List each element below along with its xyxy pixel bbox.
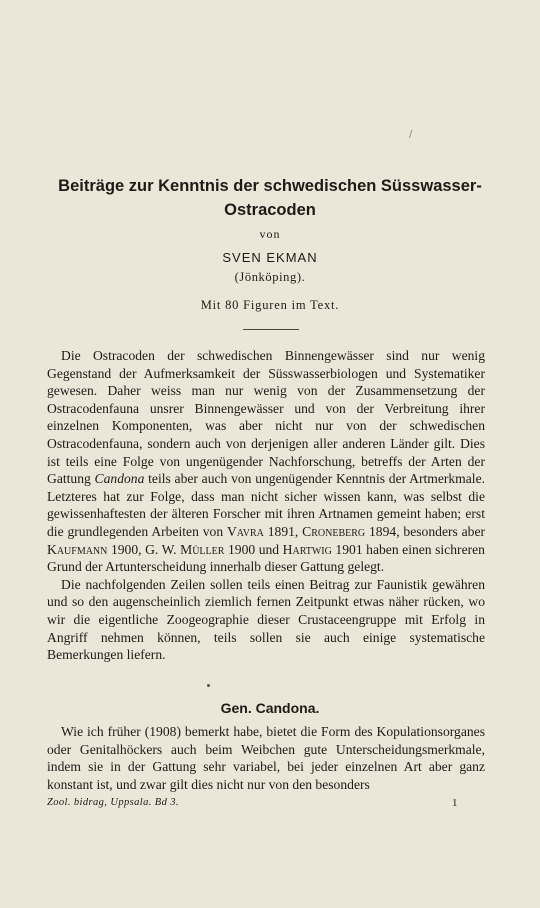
- author-name: SVEN EKMAN: [222, 250, 318, 265]
- author-ref-hartwig: Hartwig: [282, 541, 332, 557]
- byline-von: von: [259, 227, 281, 241]
- page-number: 1: [452, 797, 458, 809]
- text-run: teils aber auch von ungenügender Kenntnis der Artmerkmale. Letzteres hat zur Folge, dass man nicht sicher wissen kann, was selbst die gewissenhaftesten der älteren Forscher mit ihren Artnamen gemeint haben; erst die grundlegenden Arbeiten von: [47, 471, 485, 539]
- author-ref-mueller: Müller: [180, 541, 225, 557]
- title-divider: [243, 329, 299, 330]
- author-ref-croneberg: Croneberg: [302, 523, 366, 539]
- journal-footer: Zool. bidrag, Uppsala. Bd 3.: [47, 797, 179, 808]
- corner-mark: /: [409, 129, 413, 140]
- text-run: 1900 und: [227, 541, 280, 557]
- intro-paragraph-2: Die nachfolgenden Zeilen sollen teils einen Beitrag zur Faunistik gewähren und so den augenscheinlich ziemlich fernen Zeitpunkt etwas näher rücken, wo wir die eigentliche Zoogeographie dieser Crustaceengruppe mit Erfolg in Angriff nehmen können, teils sollen sie auch einige systematische Bemerkungen liefern.: [47, 576, 485, 663]
- genus-name: Candona: [94, 471, 145, 487]
- stray-dot: [207, 684, 210, 687]
- text-run: 1894, besonders aber: [369, 523, 486, 539]
- text-run: 1901 haben einen sichreren Grund der Artunterscheidung innerhalb dieser Gattung gelegt.: [47, 541, 485, 575]
- text-run: Die Ostracoden der schwedischen Binnengewässer sind nur wenig Gegenstand der Aufmerksamkeit der Süsswasserbiologen und Systematiker gewesen. Daher weiss man nur wenig von der Zusammensetzung der Ostracodenfauna unsrer Binnengewässer und von der Verbreitung ihrer einzelnen Komponenten, was aber nicht nur von der schwedischen Ostracodenfauna, sondern auch von derjenigen aller anderen Länder gilt. Dies ist teils eine Folge von ungenügender Nachforschung, betreffs der Arten der Gattung: [47, 348, 485, 487]
- intro-paragraph-1: [47, 347, 485, 576]
- author-affiliation: (Jönköping).: [234, 270, 306, 284]
- intro-section: [47, 347, 485, 664]
- candona-section: [47, 723, 485, 793]
- figures-note: Mit 80 Figuren im Text.: [200, 298, 340, 312]
- section-heading: Gen. Candona.: [220, 700, 320, 716]
- author-ref-kaufmann: Kaufmann: [47, 541, 108, 557]
- candona-paragraph-1: Wie ich früher (1908) bemerkt habe, bietet die Form des Kopulationsorganes oder Genitalhöckers auch beim Weibchen gute Unterscheidungsmerkmale, indem sie in der Gattung sehr variabel, bei jeder einzelnen Art aber ganz konstant ist, und zwar gilt dies nicht nur von den besonders: [47, 724, 485, 792]
- text-run: 1891,: [267, 523, 299, 539]
- author-ref-vavra: Vavra: [226, 523, 264, 539]
- text-run: 1900, G. W.: [110, 541, 177, 557]
- paper-title: Beiträge zur Kenntnis der schwedischen Süsswasser-Ostracoden: [58, 177, 482, 219]
